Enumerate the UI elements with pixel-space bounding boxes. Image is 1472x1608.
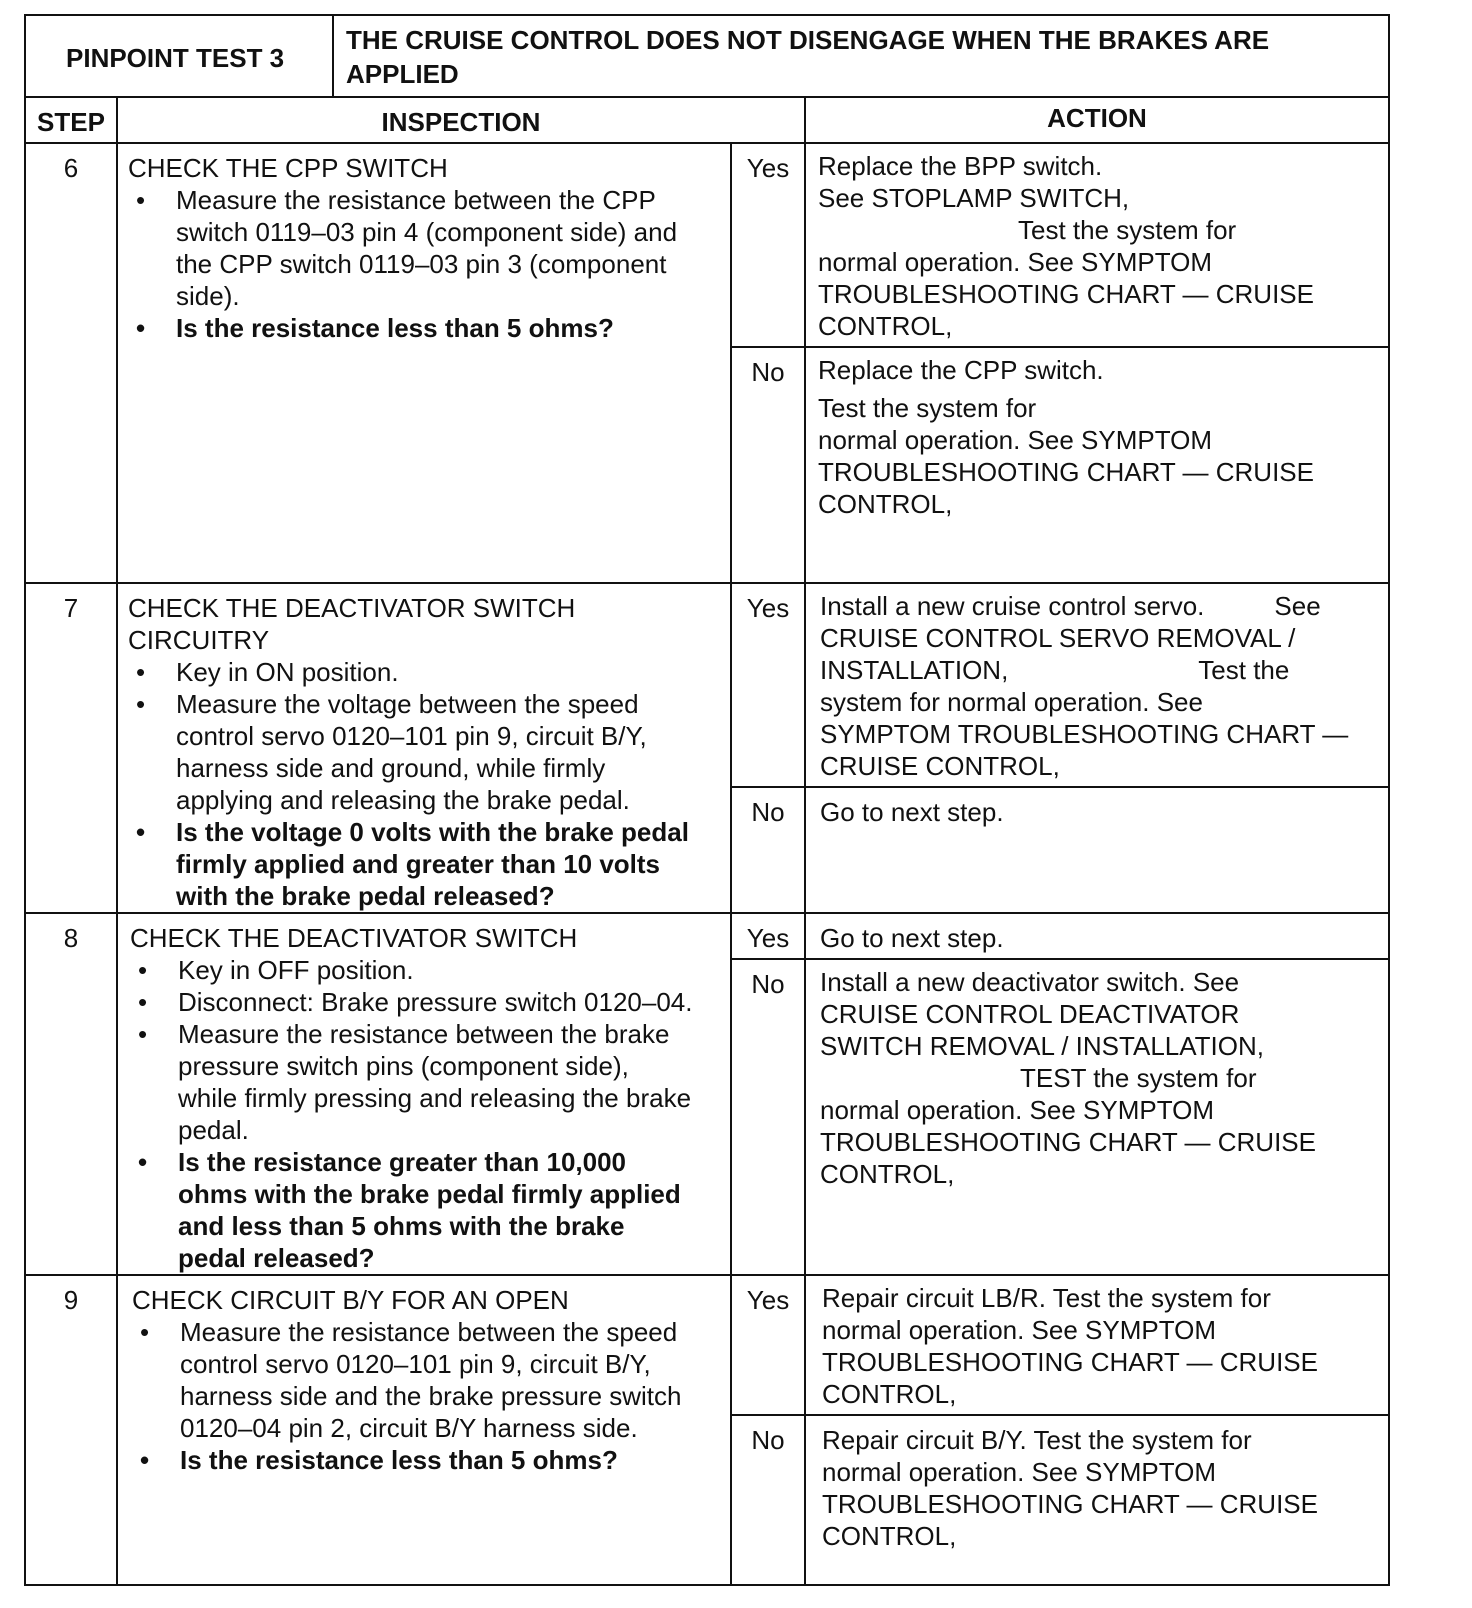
step-9-bullet: • Measure the resistance between the speed control servo 0120–101 pin 9, circuit B/Y, harness side and the brake pressure switch 0120–04 pin 2, circuit B/Y harness side. (132, 1316, 682, 1444)
step-7-bullet: • Key in ON position. (128, 656, 689, 688)
step-8-no-action: Install a new deactivator switch. See CRUISE CONTROL DEACTIVATOR SWITCH REMOVAL / INSTALLATION, TEST the system for normal operation. See SYMPTOM TROUBLESHOOTING CHART — CRUISE CONTROL, (820, 967, 1316, 1189)
test-title-line-2: APPLIED (346, 59, 459, 89)
step-6-yes-action: Replace the BPP switch. See STOPLAMP SWITCH, Test the system for normal operation. See SYMPTOM TROUBLESHOOTING CHART — CRUISE CONTROL, (818, 151, 1314, 341)
step-7-title-line-2: CIRCUITRY (128, 625, 270, 655)
step-6-bullets (128, 184, 677, 344)
step-8-number: 8 (63, 923, 79, 953)
step-6-number: 6 (63, 153, 79, 183)
step-9-number-cell (24, 1274, 118, 1586)
step-8-number-cell (24, 912, 118, 1276)
step-7-no-action: Go to next step. (820, 797, 1004, 827)
test-name: PINPOINT TEST 3 (66, 43, 285, 73)
step-8-yes-label: Yes (746, 923, 790, 953)
step-7-bullet: • Measure the voltage between the speed control servo 0120–101 pin 9, circuit B/Y, harness side and ground, while firmly applying and releasing the brake pedal. (128, 688, 689, 816)
step-8-title: CHECK THE DEACTIVATOR SWITCH (130, 923, 578, 953)
step-7-yes-label: Yes (746, 593, 790, 623)
step-6-yes-label: Yes (746, 153, 790, 183)
step-9-no-action: Repair circuit B/Y. Test the system for normal operation. See SYMPTOM TROUBLESHOOTING CHART — CRUISE CONTROL, (822, 1425, 1318, 1551)
step-8-yes-action: Go to next step. (820, 923, 1004, 953)
step-6-title: CHECK THE CPP SWITCH (128, 153, 448, 183)
step-6-no-action: Replace the CPP switch. Test the system for normal operation. See SYMPTOM TROUBLESHOOTING CHART — CRUISE CONTROL, (818, 355, 1314, 519)
step-9-yes-action: Repair circuit LB/R. Test the system for normal operation. See SYMPTOM TROUBLESHOOTING CHART — CRUISE CONTROL, (822, 1283, 1318, 1409)
step-8-bullet: • Key in OFF position. (130, 954, 693, 986)
step-7-bullets (128, 656, 689, 912)
step-9-title: CHECK CIRCUIT B/Y FOR AN OPEN (132, 1285, 569, 1315)
step-8-no-label-cell (730, 958, 806, 1276)
action-header-label: ACTION (1047, 103, 1147, 133)
step-8-bullet: • Measure the resistance between the brake pressure switch pins (component side), while firmly pressing and releasing the brake pedal. (130, 1018, 693, 1146)
step-7-yes-action: Install a new cruise control servo. See CRUISE CONTROL SERVO REMOVAL / INSTALLATION, Test the system for normal operation. See SYMPTOM TROUBLESHOOTING CHART — CRUISE CONTROL, (820, 591, 1349, 781)
step-9-number: 9 (63, 1285, 79, 1315)
step-8-bullet: • Disconnect: Brake pressure switch 0120–04. (130, 986, 693, 1018)
step-6-bullet: • Measure the resistance between the CPP switch 0119–03 pin 4 (component side) and the CPP switch 0119–03 pin 3 (component side). (128, 184, 677, 312)
step-7-title-line-1: CHECK THE DEACTIVATOR SWITCH (128, 593, 576, 623)
step-8-no-label: No (751, 969, 785, 999)
step-6-number-cell (24, 142, 118, 584)
step-9-question: • Is the resistance less than 5 ohms? (132, 1444, 682, 1476)
test-title-line-1: THE CRUISE CONTROL DOES NOT DISENGAGE WHEN THE BRAKES ARE (346, 25, 1270, 55)
step-7-no-label: No (751, 797, 785, 827)
step-7-question: • Is the voltage 0 volts with the brake pedal firmly applied and greater than 10 volts with the brake pedal released? (128, 816, 689, 912)
step-8-question: • Is the resistance greater than 10,000 ohms with the brake pedal firmly applied and less than 5 ohms with the brake pedal released? (130, 1146, 693, 1274)
step-6-question: • Is the resistance less than 5 ohms? (128, 312, 677, 344)
step-7-number-cell (24, 582, 118, 914)
step-8-bullets (130, 954, 693, 1274)
step-6-no-label: No (751, 357, 785, 387)
step-header-label: STEP (37, 107, 105, 137)
step-9-no-label: No (751, 1425, 785, 1455)
step-7-number: 7 (63, 593, 79, 623)
step-9-bullets (132, 1316, 682, 1476)
inspection-header-label: INSPECTION (381, 107, 541, 137)
step-9-yes-label: Yes (746, 1285, 790, 1315)
